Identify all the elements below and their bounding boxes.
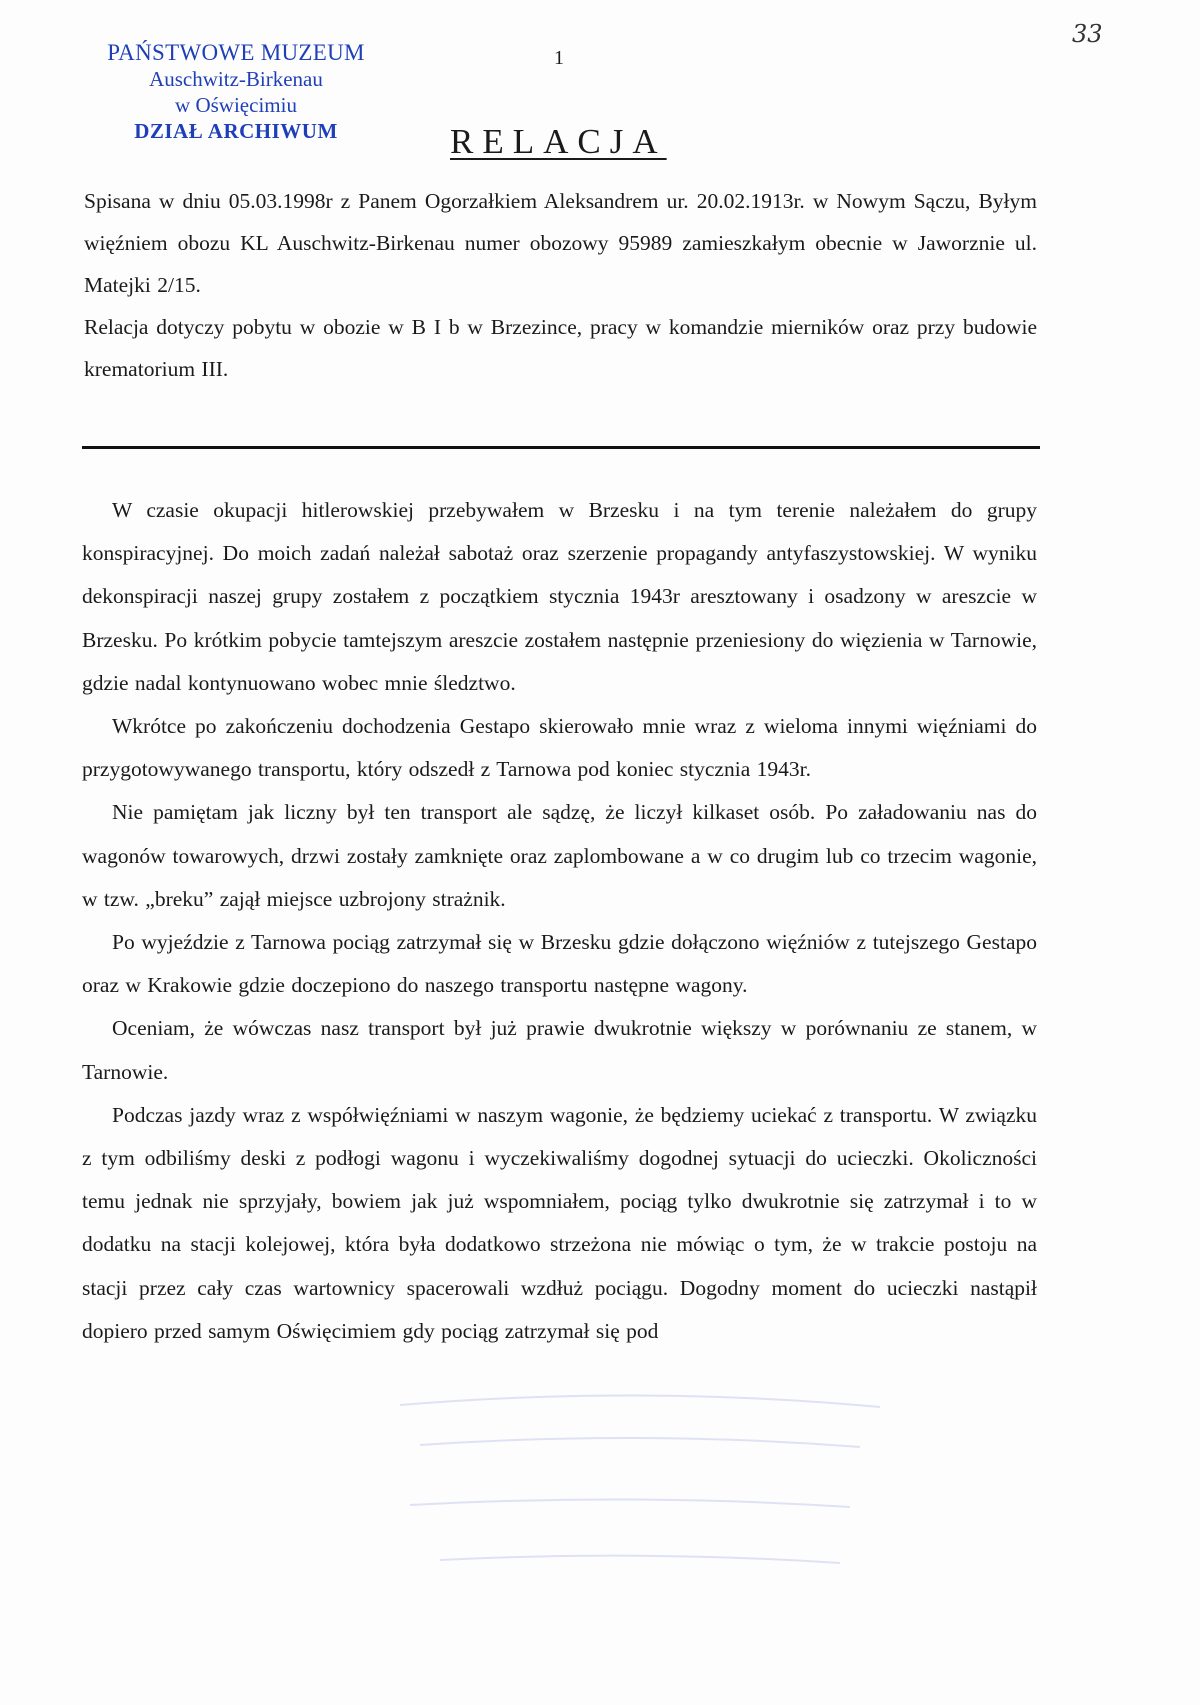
body-paragraph: W czasie okupacji hitlerowskiej przebywałem w Brzesku i na tym terenie należałem do grupy konspiracyjnej. Do moich zadań należał sabotaż oraz szerzenie propagandy antyfaszystowskiej. W wyniku dekonspiracji naszej grupy zostałem z początkiem stycznia 1943r aresztowany i osadzony w areszcie w Brzesku. Po krótkim pobycie tamtejszym areszcie zostałem następnie przeniesiony do więzienia w Tarnowie, gdzie nadal kontynuowano wobec mnie śledztwo. bbox=[82, 498, 1037, 695]
stamp-line-1: PAŃSTWOWE MUZEUM bbox=[107, 40, 365, 65]
stamp-line-4: DZIAŁ ARCHIWUM bbox=[134, 119, 338, 143]
body-text bbox=[82, 489, 1037, 1353]
body-paragraph: Wkrótce po zakończeniu dochodzenia Gestapo skierowało mnie wraz z wieloma innymi więźniami do przygotowywanego transportu, który odszedł z Tarnowa pod koniec stycznia 1943r. bbox=[82, 714, 1037, 782]
body-paragraph: Oceniam, że wówczas nasz transport był już prawie dwukrotnie większy w porównaniu ze stanem, w Tarnowie. bbox=[82, 1016, 1037, 1084]
intro-block bbox=[84, 180, 1037, 390]
document-title: RELACJA bbox=[450, 122, 667, 161]
page-number: 1 bbox=[554, 47, 564, 69]
body-paragraph: Po wyjeździe z Tarnowa pociąg zatrzymał się w Brzesku gdzie dołączono więźniów z tutejszego Gestapo oraz w Krakowie gdzie doczepiono do naszego transportu następne wagony. bbox=[82, 930, 1037, 998]
separator-rule bbox=[82, 446, 1040, 449]
archive-number: 33 bbox=[1072, 20, 1103, 48]
body-paragraph: Nie pamiętam jak liczny był ten transport ale sądzę, że liczył kilkaset osób. Po załadowaniu nas do wagonów towarowych, drzwi zostały zamknięte oraz zaplombowane a w co drugim lub co trzecim wagonie, w tzw. „breku” zajął miejsce uzbrojony strażnik. bbox=[82, 800, 1037, 911]
archive-stamp bbox=[86, 40, 386, 144]
intro-paragraph: Relacja dotyczy pobytu w obozie w B I b w Brzezince, pracy w komandzie mierników oraz przy budowie krematorium III. bbox=[84, 315, 1037, 381]
stamp-line-2: Auschwitz-Birkenau bbox=[149, 67, 323, 91]
stamp-line-3: w Oświęcimiu bbox=[175, 93, 297, 117]
faint-stamp-mark bbox=[380, 1385, 900, 1585]
intro-paragraph: Spisana w dniu 05.03.1998r z Panem Ogorzałkiem Aleksandrem ur. 20.02.1913r. w Nowym Sączu, Byłym więźniem obozu KL Auschwitz-Birkenau numer obozowy 95989 zamieszkałym obecnie w Jaworznie ul. Matejki 2/15. bbox=[84, 189, 1037, 297]
body-paragraph: Podczas jazdy wraz z współwięźniami w naszym wagonie, że będziemy uciekać z transportu. W związku z tym odbiliśmy deski z podłogi wagonu i wyczekiwaliśmy dogodnej sytuacji do ucieczki. Okoliczności temu jednak nie sprzyjały, bowiem jak już wspomniałem, pociąg tylko dwukrotnie się zatrzymał i to w dodatku na stacji kolejowej, która była dodatkowo strzeżona nie mówiąc o tym, że w trakcie postoju na stacji przez cały czas wartownicy spacerowali wzdłuż pociągu. Dogodny moment do ucieczki nastąpił dopiero przed samym Oświęcimiem gdy pociąg zatrzymał się pod bbox=[82, 1102, 1037, 1343]
